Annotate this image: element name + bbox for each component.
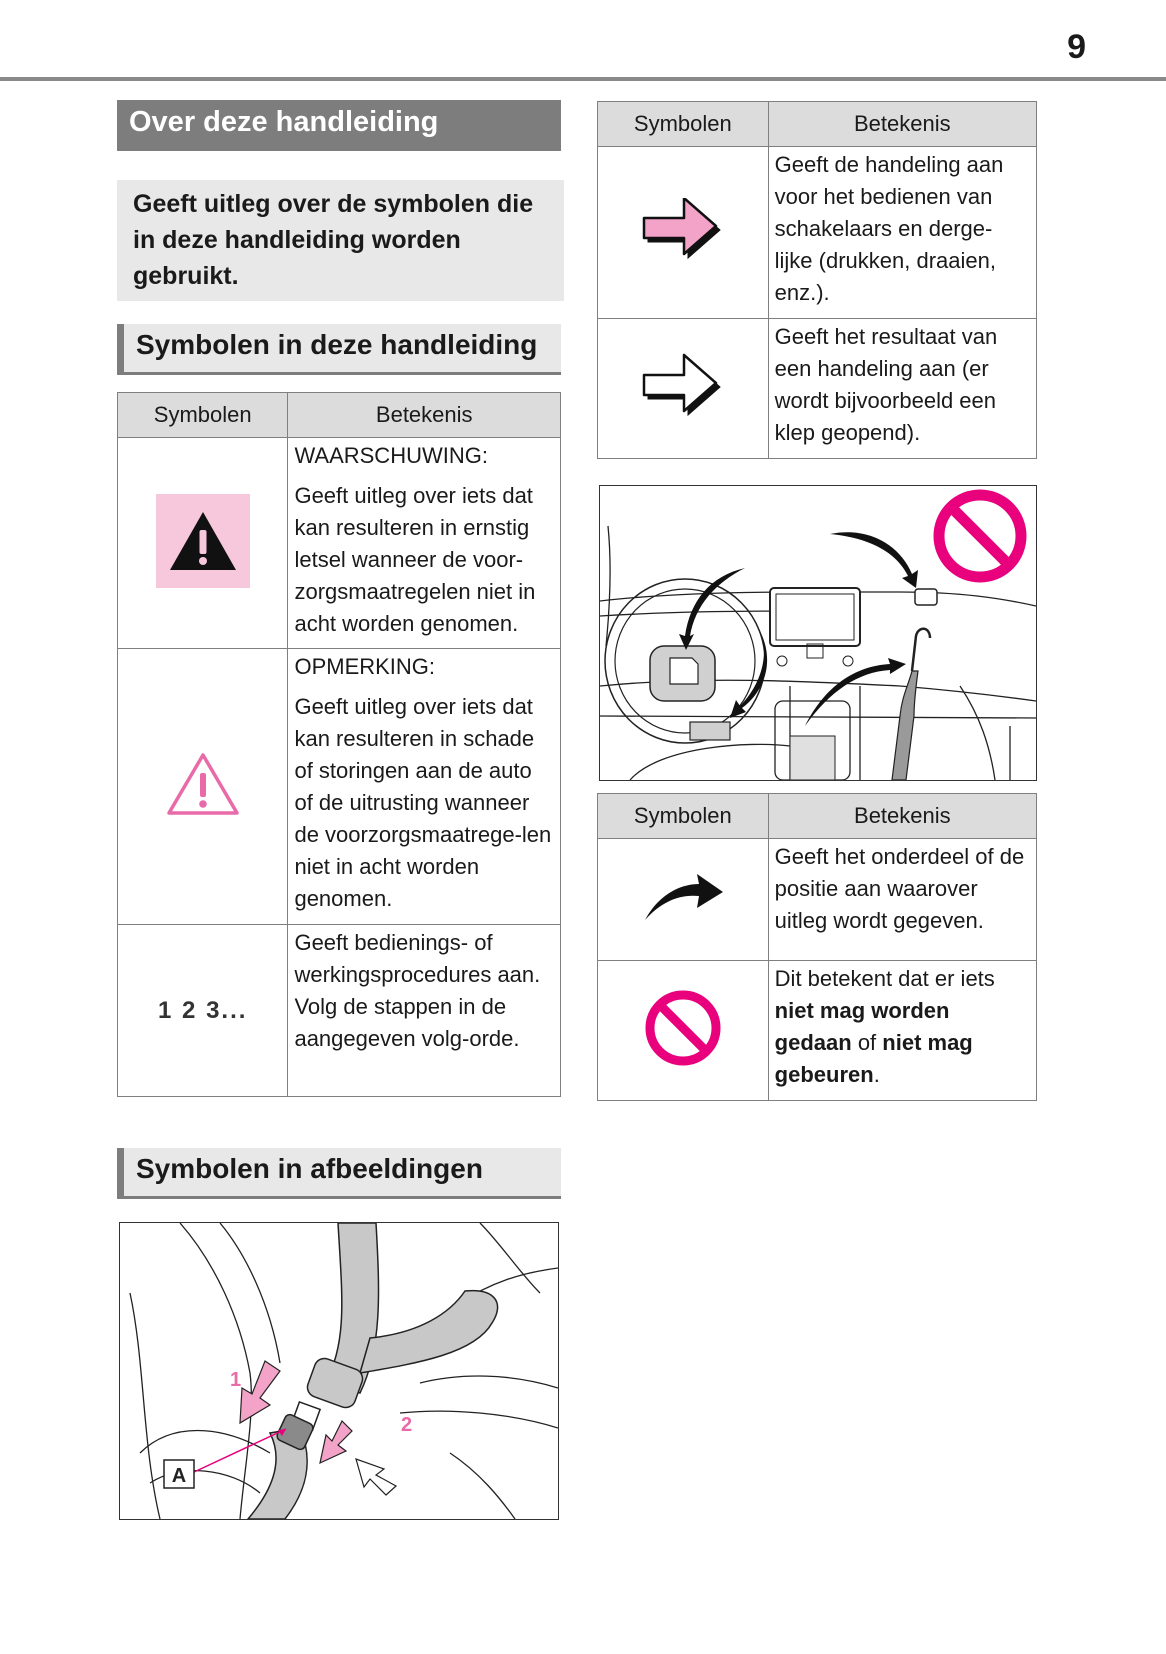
sequence-text: Geeft bedienings- of werkingsprocedures aan. Volg de stappen in de aangegeven volg-orde. (294, 930, 541, 1051)
symbol-cell (598, 319, 769, 459)
symbols-table (117, 392, 561, 1097)
meaning-cell (288, 649, 561, 925)
step1-label: 1 (230, 1369, 242, 1391)
meaning-cell (768, 961, 1036, 1101)
intro-text: Geeft uitleg over de symbolen die in deze handleiding worden gebruikt. (133, 190, 534, 290)
header-rule (0, 77, 1166, 81)
table-row (598, 961, 1037, 1101)
figure-symbols-table (597, 793, 1037, 1101)
meaning-cell (288, 438, 561, 649)
table-row (598, 319, 1037, 459)
prohibition-bold-1: niet mag worden gedaan (774, 998, 950, 1055)
col-header-symbol: Symbolen (598, 794, 769, 839)
notice-triangle-icon (165, 751, 241, 817)
warning-text: Geeft uitleg over iets dat kan resulteren in ernstig letsel wanneer de voor-zorgsmaatregelen niet in acht worden genomen. (294, 483, 536, 636)
intro-box (117, 180, 564, 301)
prohibition-text-pre: Dit betekent dat er iets (774, 966, 995, 991)
callout-a-label: A (171, 1465, 187, 1487)
prohibition-text-mid: of (851, 1030, 883, 1055)
page-title: Over deze handleiding (117, 100, 561, 151)
step-sequence-icon: 1 2 3... (158, 996, 248, 1024)
symbol-cell (598, 839, 769, 961)
meaning-cell (768, 839, 1036, 961)
prohibition-icon (643, 988, 723, 1068)
seatbelt-illustration (119, 1222, 559, 1520)
col-header-meaning: Betekenis (768, 794, 1036, 839)
curved-pointer-arrow-icon (641, 872, 725, 922)
arrow-symbols-table (597, 101, 1037, 459)
notice-text: Geeft uitleg over iets dat kan resulteren in schade of storingen aan de auto of de uitrusting wanneer de voorzorgsmaatrege-len niet in acht worden genomen. (294, 694, 552, 911)
dashboard-illustration (599, 485, 1037, 781)
prohibition-text-post: . (873, 1062, 880, 1087)
symbol-cell (118, 925, 288, 1097)
col-header-meaning: Betekenis (768, 102, 1036, 147)
symbol-cell (598, 147, 769, 319)
meaning-cell (288, 925, 561, 1097)
step2-label: 2 (401, 1414, 413, 1436)
table-row (598, 839, 1037, 961)
meaning-cell (768, 147, 1036, 319)
warning-triangle-icon (156, 494, 250, 588)
pink-action-arrow-icon (642, 198, 724, 262)
meaning-cell (768, 319, 1036, 459)
symbol-cell (118, 438, 288, 649)
pointer-arrow-text: Geeft het onderdeel of de positie aan waarover uitleg wordt gegeven. (774, 844, 1025, 933)
table-row (118, 438, 561, 649)
symbol-cell (598, 961, 769, 1101)
action-arrow-text: Geeft de handeling aan voor het bedienen van schakelaars en derge-lijke (drukken, draaien, enz.). (774, 152, 1004, 305)
col-header-meaning: Betekenis (288, 393, 561, 438)
warning-label: WAARSCHUWING: (294, 443, 488, 468)
table-row (118, 925, 561, 1097)
section-heading-symbols: Symbolen in deze handleiding (117, 324, 561, 375)
result-arrow-text: Geeft het resultaat van een handeling aan (er wordt bijvoorbeeld een klep geopend). (774, 324, 998, 445)
col-header-symbol: Symbolen (598, 102, 769, 147)
page-number: 9 (1067, 28, 1086, 66)
outline-result-arrow-icon (642, 353, 724, 419)
table-row (118, 649, 561, 925)
table-row (598, 147, 1037, 319)
prohibition-bold-2: niet mag gebeuren (774, 1030, 973, 1087)
col-header-symbol: Symbolen (118, 393, 288, 438)
symbol-cell (118, 649, 288, 925)
section-heading-figures: Symbolen in afbeeldingen (117, 1148, 561, 1199)
notice-label: OPMERKING: (294, 654, 436, 679)
